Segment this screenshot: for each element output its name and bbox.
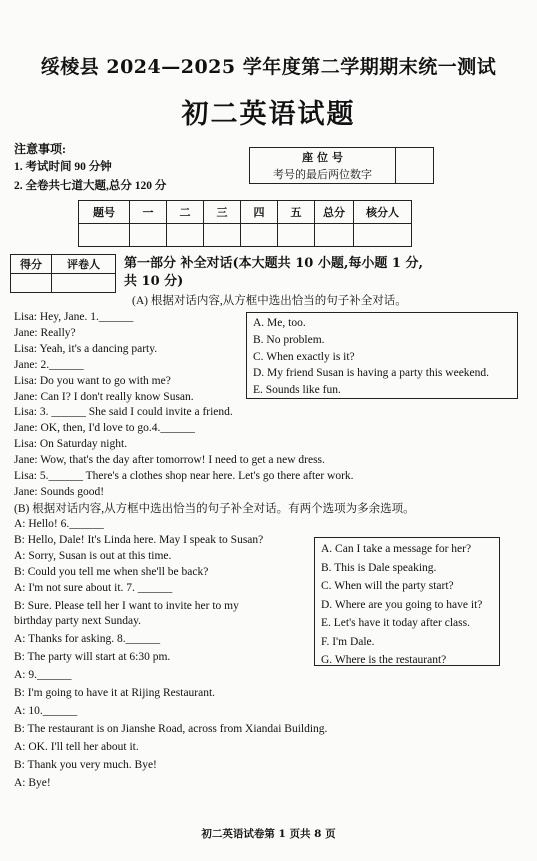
score-entry-cell[interactable] bbox=[167, 224, 204, 247]
sectionB-instruction: (B) 根据对话内容,从方框中选出恰当的句子补全对话。有两个选项为多余选项。 bbox=[14, 503, 415, 515]
dialogue-line: A: 10.______ bbox=[14, 704, 78, 717]
dialogue-line: Lisa: Yeah, it's a dancing party. bbox=[14, 342, 158, 355]
dialogue-line: Jane: Really? bbox=[14, 326, 76, 339]
option-item: E. Sounds like fun. bbox=[253, 384, 341, 397]
dialogue-line: Lisa: 3. ______ She said I could invite a friend. bbox=[14, 406, 233, 419]
sectionB-dialogue bbox=[14, 517, 327, 792]
score-table bbox=[78, 200, 412, 247]
dialogue-line: Lisa: 5.______ There's a clothes shop near here. Let's go there after work. bbox=[14, 470, 354, 483]
score-entry-cell[interactable] bbox=[130, 224, 167, 247]
dialogue-line: birthday party next Sunday. bbox=[14, 615, 142, 628]
score-entry-cell[interactable] bbox=[79, 224, 130, 247]
score-entry-cell[interactable] bbox=[204, 224, 241, 247]
score-header-cell: 四 bbox=[241, 201, 278, 224]
dialogue-line: A: Sorry, Susan is out at this time. bbox=[14, 549, 172, 562]
dialogue-line: Lisa: Do you want to go with me? bbox=[14, 374, 171, 387]
option-item: C. When exactly is it? bbox=[253, 350, 355, 363]
part1-heading-cont: 共 10 分) bbox=[124, 274, 184, 289]
exam-title: 绥棱县 2024—2025 学年度第二学期期末统一测试 bbox=[40, 56, 497, 78]
option-item: B. No problem. bbox=[253, 333, 325, 346]
score-header-cell: 三 bbox=[204, 201, 241, 224]
score-entry-cell[interactable] bbox=[278, 224, 315, 247]
sectionA-options-box bbox=[246, 312, 518, 399]
grader-reviewer-field[interactable] bbox=[52, 274, 116, 293]
sectionB-options-box bbox=[314, 537, 500, 666]
dialogue-line: Jane: 2.______ bbox=[14, 358, 84, 371]
score-table-entry-row bbox=[79, 224, 412, 247]
option-item: F. I'm Dale. bbox=[321, 635, 375, 648]
dialogue-line: Jane: OK, then, I'd love to go.4.______ bbox=[14, 422, 195, 435]
dialogue-line: B: Sure. Please tell her I want to invite her to my bbox=[14, 599, 239, 612]
option-item: A. Me, too. bbox=[253, 317, 306, 329]
score-header-cell: 核分人 bbox=[354, 201, 412, 224]
dialogue-line: A: Bye! bbox=[14, 776, 51, 789]
dialogue-line: A: Hello! 6.______ bbox=[14, 518, 104, 530]
notes-item-1: 1. 考试时间 90 分钟 bbox=[14, 161, 112, 173]
dialogue-line: B: The party will start at 6:30 pm. bbox=[14, 651, 171, 664]
dialogue-line: A: I'm not sure about it. 7. ______ bbox=[14, 581, 173, 594]
score-entry-cell[interactable] bbox=[354, 224, 412, 247]
option-item: D. Where are you going to have it? bbox=[321, 598, 483, 611]
option-item: A. Can I take a message for her? bbox=[321, 543, 472, 555]
page-footer: 初二英语试卷第 1 页共 8 页 bbox=[201, 828, 336, 840]
dialogue-line: B: Hello, Dale! It's Linda here. May I speak to Susan? bbox=[14, 533, 264, 546]
option-item: G. Where is the restaurant? bbox=[321, 654, 447, 666]
score-entry-cell[interactable] bbox=[241, 224, 278, 247]
seat-number-label: 座 位 号 bbox=[250, 148, 396, 166]
exam-subtitle: 初二英语试题 bbox=[181, 99, 356, 130]
seat-number-field[interactable] bbox=[396, 148, 434, 184]
dialogue-line: Jane: Can I? I don't really know Susan. bbox=[14, 390, 194, 403]
score-header-cell: 总分 bbox=[315, 201, 354, 224]
dialogue-line: B: I'm going to have it at Rijing Restaurant. bbox=[14, 687, 216, 700]
dialogue-line: Jane: Wow, that's the day after tomorrow! I need to get a new dress. bbox=[14, 454, 325, 467]
sectionA-instruction: (A) 根据对话内容,从方框中选出恰当的句子补全对话。 bbox=[132, 295, 407, 307]
dialogue-line: B: Could you tell me when she'll be back? bbox=[14, 565, 209, 578]
option-item: D. My friend Susan is having a party this weekend. bbox=[253, 367, 490, 380]
notes-item-2: 2. 全卷共七道大题,总分 120 分 bbox=[14, 180, 167, 192]
notes-heading: 注意事项: bbox=[14, 142, 66, 156]
dialogue-line: B: Thank you very much. Bye! bbox=[14, 758, 157, 771]
option-item: B. This is Dale speaking. bbox=[321, 561, 437, 574]
dialogue-line: A: OK. I'll tell her about it. bbox=[14, 740, 139, 753]
part1-heading: 第一部分 补全对话(本大题共 10 小题,每小题 1 分, bbox=[124, 256, 423, 271]
score-entry-cell[interactable] bbox=[315, 224, 354, 247]
option-item: C. When will the party start? bbox=[321, 580, 454, 592]
grader-box bbox=[10, 254, 116, 293]
option-item: E. Let's have it today after class. bbox=[321, 617, 470, 629]
dialogue-line: A: 9.______ bbox=[14, 669, 72, 682]
dialogue-line: Lisa: On Saturday night. bbox=[14, 438, 128, 451]
score-header-cell: 五 bbox=[278, 201, 315, 224]
dialogue-line: A: Thanks for asking. 8.______ bbox=[14, 633, 161, 646]
grader-reviewer-label: 评卷人 bbox=[52, 255, 116, 274]
seat-number-hint: 考号的最后两位数字 bbox=[250, 165, 396, 184]
score-header-cell: 一 bbox=[130, 201, 167, 224]
seat-number-box bbox=[249, 147, 434, 184]
grader-score-label: 得分 bbox=[11, 255, 52, 274]
score-header-cell: 题号 bbox=[79, 201, 130, 224]
score-table-header-row bbox=[79, 201, 412, 224]
grader-score-field[interactable] bbox=[11, 274, 52, 293]
score-header-cell: 二 bbox=[167, 201, 204, 224]
dialogue-line: Lisa: Hey, Jane. 1.______ bbox=[14, 311, 134, 323]
dialogue-line: Jane: Sounds good! bbox=[14, 485, 105, 498]
dialogue-line: B: The restaurant is on Jianshe Road, across from Xiandai Building. bbox=[14, 722, 328, 735]
